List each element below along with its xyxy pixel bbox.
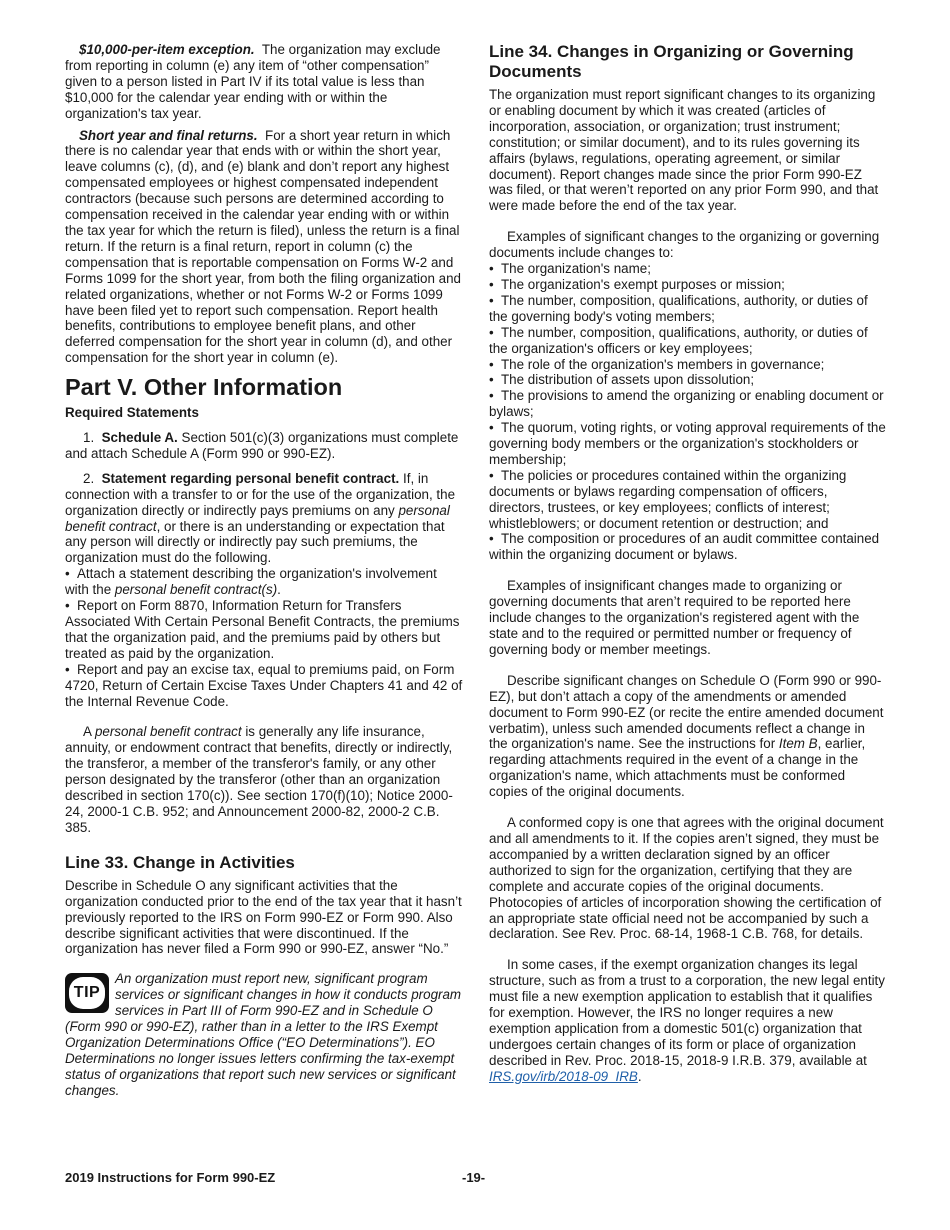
list-item (489, 325, 886, 357)
bullet-text: Report on Form 8870, Information Return for Transfers Associated With Certain Personal Benefit Contracts, the premiums that the organization paid, and the premiums paid by others but treated as paid by the organization. (65, 598, 460, 661)
paragraph-text: is generally any life insurance, annuity, or endowment contract that benefits, directly or indirectly, the transferor, a member of the transferor's family, or any other person designated by the transferor (other than an organization described in section 170(c)). See section 170(f)(10); Notice 2000-24, 2000-1 C.B. 952; and Announcement 2000-82, 2000-2 C.B. 385. (65, 724, 453, 835)
bullet-icon: • (489, 372, 494, 388)
line-34-title: Line 34. Changes in Organizing or Governing Documents (489, 42, 854, 81)
tip-icon-label: TIP (69, 977, 105, 1009)
bullet-item (65, 598, 463, 662)
italic-term: personal benefit contract (65, 502, 450, 534)
list-item (489, 372, 886, 388)
paragraph-text: For a short year return in which there is no calendar year that ends with or within the short year, leave columns (c), (d), and (e) blank and don’t report any highest compensated employees or highest compensated independent contractors (because such persons are determined according to compensation received in the calendar year ending with or within the tax year for which the return is filed), unless the return is a final return. If the return is a final return, report in column (c) the compensation that is reportable compensation on Forms W-2 and Forms 1099 for the short year, from both the filing organization and related organizations, whether or not Forms W-2 or Forms 1099 have been filed yet to report such compensation. Report health benefits, contributions to employee benefit plans, and other deferred compensation for the short year in column (d), and other compensation for the short year in column (e). (65, 127, 461, 366)
bullet-icon: • (489, 276, 494, 292)
list-item-text: The organization's name; (501, 261, 651, 277)
bullet-text: Attach a statement describing the organization's involvement with the (65, 566, 437, 598)
paragraph-text: The organization may exclude from reporting in column (e) any item of “other compensation” given to a person listed in Part IV if its total value is less than $10,000 for the calendar year ending with or within the organization's tax year. (65, 42, 441, 121)
paragraph-10000-exception (65, 42, 463, 122)
bullet-icon: • (489, 467, 494, 483)
required-statements-heading: Required Statements (65, 405, 199, 421)
bullet-text: . (277, 582, 281, 598)
run-in-heading: Schedule A. (101, 430, 178, 446)
bullet-icon: • (65, 566, 70, 582)
paragraph-text: Section 501(c)(3) organizations must complete and attach Schedule A (Form 990 or 990-EZ). (65, 430, 459, 461)
bullet-icon: • (489, 324, 494, 340)
paragraph-short-year (65, 128, 463, 367)
tip-icon (65, 973, 109, 1013)
bullet-icon: • (489, 420, 494, 436)
paragraph-line-34-intro: The organization must report significant changes to its organizing or enabling document by which it was created (articles of incorporation, association, or organization; trust instrument; constitution; or similar document), and to its rules governing its affairs (bylaws, regulations, operating agreement, or similar document). Report changes made since the prior Form 990-EZ was filed, or that weren’t reported on any prior Form 990, and that were made before the end of the tax year. (489, 87, 879, 214)
bullet-icon: • (489, 531, 494, 547)
bullet-text: Report and pay an excise tax, equal to premiums paid, on Form 4720, Return of Certain Excise Taxes Under Chapters 41 and 42 of the Internal Revenue Code. (65, 661, 463, 709)
paragraph-text: In some cases, if the exempt organization changes its legal structure, such as from a trust to a corporation, the new legal entity must file a new exemption application to establish that it qualifies for exemption. However, the IRS no longer requires a new exemption application from a domestic 501(c) organization that undergoes certain changes of its form or place of organization described in Rev. Proc. 2018-15, 2018-9 I.R.B. 379, available at (489, 957, 885, 1068)
list-item-text: The organization's exempt purposes or mission; (501, 276, 785, 292)
paragraph-text: If, in connection with a transfer to or for the use of the organization, the organization directly or indirectly pays premiums on any (65, 470, 456, 518)
list-item-text: The provisions to amend the organizing or enabling document or bylaws; (489, 388, 884, 420)
list-item (489, 261, 886, 277)
significant-changes-list (489, 261, 886, 563)
italic-term: Item B (778, 736, 818, 752)
bullet-icon: • (489, 356, 494, 372)
tip-text: An organization must report new, significant program services or significant changes in how it conducts program services in Part III of Form 990-EZ and in Schedule O (Form 990 or 990-EZ), rather than in a letter to the IRS Exempt Organization Determinations Office (“EO Determinations”). EO Determinations no longer issues letters confirming the tax-exempt status of organizations that report such new services or significant changes. (65, 971, 462, 1098)
paragraph-text: . (637, 1068, 642, 1084)
bullet-icon: • (489, 292, 494, 308)
paragraph-line-33: Describe in Schedule O any significant activities that the organization conducted prior to the end of the tax year that it hasn’t previously reported to the IRS on Form 990-EZ or Form 990. Also describe significant activities that were discontinued. If the organization has never filed a Form 990 or 990-EZ, answer “No.” (65, 877, 462, 957)
paragraph-text: A (83, 724, 92, 740)
paragraph-insignificant: Examples of insignificant changes made to organizing or governing documents that aren’t required to be reported here include changes to the organization's registered agent with the state and to the required or permitted number or frequency of governing body or member meetings. (489, 578, 860, 657)
list-item-text: The policies or procedures contained within the organizing documents or bylaws regarding compensation of officers, directors, trustees, or key employees; conflicts of interest; whistleblowers; or document retention or destruction; and (489, 467, 847, 531)
item-number: 1. (83, 430, 95, 446)
item-schedule-a (65, 430, 463, 462)
bullet-icon: • (489, 261, 494, 277)
list-item (489, 468, 886, 532)
list-item-text: The composition or procedures of an audit committee contained within the organizing document or bylaws. (489, 531, 880, 563)
bullet-item (65, 662, 463, 710)
list-item (489, 531, 886, 563)
bullet-item (65, 566, 463, 598)
list-item (489, 420, 886, 468)
part-v-title: Part V. Other Information (65, 374, 343, 401)
list-item-text: The role of the organization's members in governance; (501, 356, 825, 372)
list-item-text: The distribution of assets upon dissolution; (501, 372, 755, 388)
item-number: 2. (83, 470, 95, 486)
paragraph-pbc-definition (65, 724, 463, 835)
paragraph-examples-intro: Examples of significant changes to the organizing or governing documents include changes to: (489, 229, 880, 261)
list-item-text: The number, composition, qualifications, authority, or duties of the organization's officers or key employees; (489, 324, 868, 356)
footer-title: 2019 Instructions for Form 990-EZ (65, 1170, 276, 1185)
list-item (489, 293, 886, 325)
list-item (489, 277, 886, 293)
bullet-icon: • (489, 388, 494, 404)
item-personal-benefit-contract (65, 471, 463, 566)
italic-term: personal benefit contract(s) (114, 582, 278, 598)
left-column (65, 42, 463, 1099)
paragraph-text: , or there is an understanding or expectation that any person will directly or indirectly pay such premiums, the organization must do the following. (65, 518, 445, 566)
paragraph-conformed-copy: A conformed copy is one that agrees with the original document and all amendments to it. If the copies aren’t signed, they must be accompanied by a written declaration signed by an officer authorized to sign for the organization, certifying that they are complete and accurate copies of the original documents. Photocopies of articles of incorporation showing the certification of an appropriate state official need not be accompanied by such a declaration. See Rev. Proc. 68-14, 1968-1 C.B. 768, for details. (489, 815, 884, 942)
list-item (489, 388, 886, 420)
paragraph-describe (489, 673, 886, 800)
page-number: -19- (462, 1170, 486, 1185)
run-in-heading: Statement regarding personal benefit contract. (101, 470, 400, 486)
bullet-icon: • (65, 598, 70, 614)
bullet-icon: • (65, 661, 70, 677)
list-item-text: The number, composition, qualifications, authority, or duties of the governing body's voting members; (489, 292, 868, 324)
irb-link[interactable]: IRS.gov/irb/2018-09_IRB (489, 1068, 638, 1084)
list-item (489, 357, 886, 373)
paragraph-text: , earlier, regarding attachments required in the event of a change in the organization's name, which attachments must be conformed copies of the original documents. (489, 736, 866, 800)
paragraph-legal-structure (489, 957, 886, 1084)
list-item-text: The quorum, voting rights, or voting approval requirements of the governing body members or the organization's stockholders or membership; (489, 420, 886, 467)
italic-term: personal benefit contract (94, 724, 242, 740)
run-in-heading: $10,000-per-item exception. (79, 42, 255, 57)
paragraph-text: Describe significant changes on Schedule O (Form 990 or 990-EZ), but don’t attach a copy of the amendments or amended document to Form 990-EZ (or recite the entire amended document verbatim), unless such amended documents reflect a change in the organization's name. See the instructions for (489, 672, 884, 752)
run-in-heading: Short year and final returns. (79, 127, 258, 143)
right-column (489, 42, 886, 1085)
line-33-title: Line 33. Change in Activities (65, 852, 295, 872)
tip-box (65, 971, 463, 1098)
